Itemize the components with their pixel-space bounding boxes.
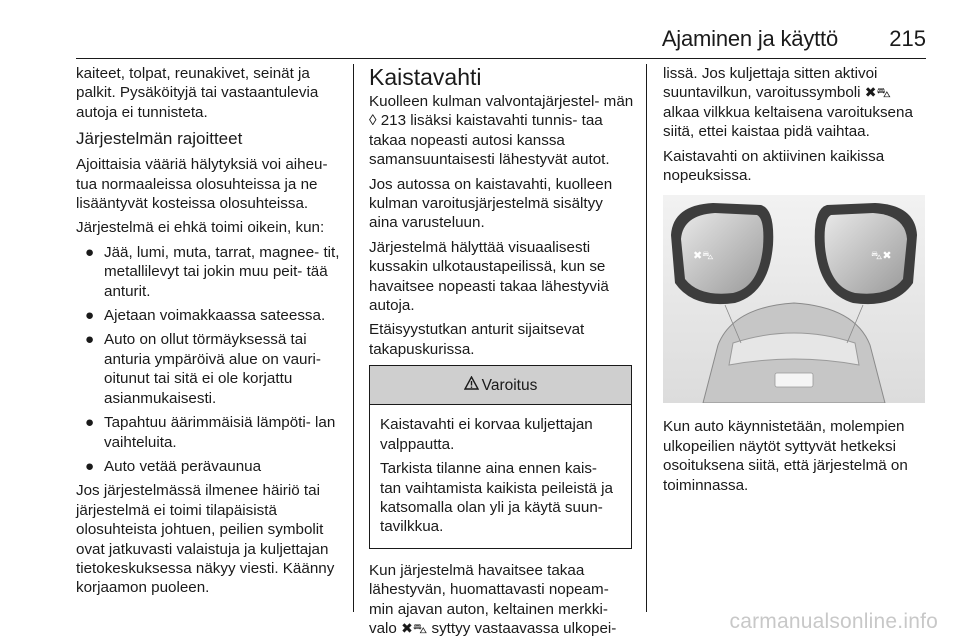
fault-paragraph: Jos järjestelmässä ilmenee häiriö tai järjestelmä ei toimi tilapäisistä olosuhteista johtuen, peilien symbolit ovat jatkuvasti valaistuja ja kuljettajan tietokeskuksessa näkyy viesti. Käänny korjaamon puoleen.	[76, 482, 335, 597]
list-item: ● Ajetaan voimakkaassa sateessa.	[85, 307, 326, 325]
chapter-title: Ajaminen ja käyttö	[661, 26, 838, 51]
conditions-list	[76, 243, 346, 476]
page-reference-icon[interactable]: ◊	[369, 112, 377, 130]
equipment-paragraph: Jos autossa on kaistavahti, kuolleen kulman varoitusjärjestelmä sisältyy aina varusteluun.	[369, 175, 613, 232]
startup-paragraph: Kun auto käynnistetään, molempien ulkopeilien näytöt syttyvät hetkeksi osoituksena siitä, että järjestelmä on toiminnassa.	[663, 418, 908, 494]
bullet-dot: ●	[85, 457, 95, 475]
column-divider-2	[646, 64, 647, 612]
svg-text:✖⛍: ✖⛍	[693, 249, 714, 263]
warning-triangle-icon	[464, 376, 479, 395]
mirror-illustration	[663, 195, 925, 403]
may-fail-paragraph: Järjestelmä ei ehkä toimi oikein, kun:	[76, 219, 325, 237]
warning-paragraph-2: Tarkista tilanne aina ennen kais- tan vaihtamista kaikista peileistä ja katsomalla olan yli ja käytä suun- tavilkkua.	[380, 460, 613, 536]
turn-signal-paragraph: lissä. Jos kuljettaja sitten aktivoi suuntavilkun, varoitussymboli ✖⛍ alkaa vilkkua keltaisena varoituksena siitä, ettei kaistaa pidä vaihtaa.	[663, 65, 913, 141]
column-divider-1	[353, 64, 354, 612]
list-item: ● Tapahtuu äärimmäisiä lämpöti- lan vaihteluita.	[85, 414, 336, 451]
list-item: ● Auto on ollut törmäyksessä tai anturia ympäröivä alue on vauri- oitunut tai sitä ei ole korjattu asianmukaisesti.	[85, 331, 321, 407]
column-1	[76, 64, 346, 603]
list-item: ● Jää, lumi, muta, tarrat, magnee- tit, metallilevyt tai jokin muu peit- tää anturit.	[85, 243, 340, 300]
false-warnings-paragraph: Ajoittaisia vääriä hälytyksiä voi aiheu- tua normaaleissa olosuhteissa ja ne lisääntyvät kosteissa olosuhteissa.	[76, 156, 328, 213]
column-3	[663, 64, 927, 500]
section-heading-lane-change: Kaistavahti	[369, 64, 482, 90]
page-header	[0, 26, 926, 60]
side-blind-zone-symbol-icon: ✖⛍	[864, 84, 891, 101]
bullet-dot: ●	[85, 307, 95, 325]
list-item: ● Auto vetää perävaunua	[85, 457, 262, 475]
sensor-location-paragraph: Etäisyystutkan anturit sijaitsevat takapuskurissa.	[369, 321, 585, 358]
svg-text:⛍✖: ⛍✖	[871, 249, 892, 263]
bullet-dot: ●	[85, 243, 95, 261]
warning-title: Varoitus	[481, 376, 538, 394]
bullet-dot: ●	[85, 414, 95, 432]
warning-body	[370, 405, 631, 547]
header-rule	[76, 58, 926, 59]
lane-change-intro-paragraph: Kuolleen kulman valvontajärjestel- män ◊ 213 lisäksi kaistavahti tunnis- taa takaa nopeasti autosi kanssa samansuuntaisesti lähestyvät autot.	[369, 93, 634, 169]
page-number: 215	[889, 26, 926, 51]
speed-paragraph: Kaistavahti on aktiivinen kaikissa nopeuksissa.	[663, 147, 885, 185]
visual-alert-paragraph: Järjestelmä hälyttää visuaalisesti kussakin ulkotaustapeilissä, kun se havaitsee nopeasti takaa lähestyviä autoja.	[369, 238, 609, 315]
bullet-dot: ●	[85, 331, 95, 349]
section-heading-limits: Järjestelmän rajoitteet	[76, 129, 243, 149]
column-2	[369, 64, 634, 643]
watermark: carmanualsonline.info	[729, 610, 938, 633]
warning-box	[369, 365, 632, 548]
side-blind-zone-symbol-icon: ✖⛍	[401, 619, 428, 636]
detection-paragraph: Kun järjestelmä havaitsee takaa lähestyvän, huomattavasti nopeam- min ajavan auton, keltainen merkki- valo ✖⛍ syttyy vastaavassa ulkopei-	[369, 561, 617, 637]
warning-paragraph-1: Kaistavahti ei korvaa kuljettajan valppautta.	[380, 416, 593, 453]
intro-paragraph: kaiteet, tolpat, reunakivet, seinät ja palkit. Pysäköityjä tai vastaantulevia autoja ei tunnisteta.	[76, 65, 319, 121]
warning-header	[370, 366, 631, 405]
